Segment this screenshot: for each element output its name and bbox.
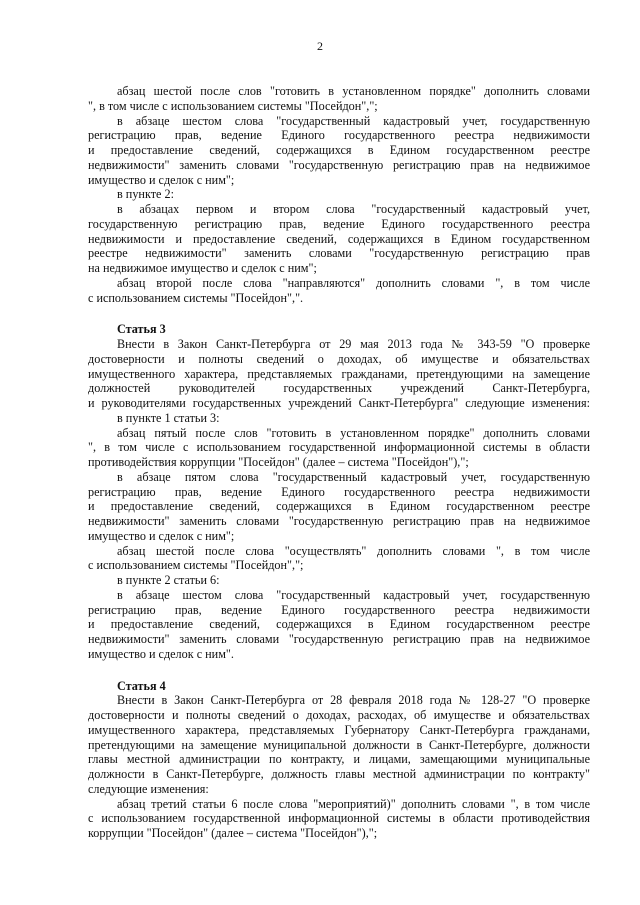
text-line: достоверности и полноты сведений о доходах, расходах, об имуществе и обязательствах [88, 708, 590, 722]
text-line: недвижимости и предоставление сведений, содержащихся в Едином государственном [88, 232, 590, 246]
text-line: Внести в Закон Санкт-Петербурга от 28 февраля 2018 года № 128-27 "О проверке [117, 693, 590, 707]
text-line: в пункте 2 статьи 6: [117, 573, 220, 587]
text-line: с использованием системы "Посейдон","; [88, 558, 304, 572]
text-line: в абзаце пятом слова "государственный кадастровый учет, государственную [117, 470, 590, 484]
text-line: государственную регистрацию прав, ведение Единого государственного реестра [88, 217, 590, 231]
text-line: имущество и сделок с ним"; [88, 529, 235, 543]
text-line: Внести в Закон Санкт-Петербурга от 29 мая 2013 года № 343-59 "О проверке [117, 337, 590, 351]
text-line: и предоставление сведений, содержащихся в Едином государственном реестре [88, 143, 590, 157]
text-line: недвижимости" заменить словами "государственную регистрацию прав на недвижимое [88, 158, 590, 172]
text-line: ", в том числе с использованием государственной информационной системы в области [88, 440, 590, 454]
text-line: в абзаце шестом слова "государственный кадастровый учет, государственную [117, 588, 590, 602]
text-line: претендующими на замещение муниципальной должности в Санкт-Петербурге, должности [88, 738, 590, 752]
text-line: абзац шестой после слов "готовить в установленном порядке" дополнить словами [117, 84, 590, 98]
text-line: абзац шестой после слова "осуществлять" дополнить словами ", в том числе [117, 544, 590, 558]
text-line: противодействия коррупции "Посейдон" (далее – система "Посейдон"),"; [88, 455, 469, 469]
text-line: в пункте 2: [117, 187, 174, 201]
text-line: с использованием системы "Посейдон",". [88, 291, 304, 305]
text-line: и предоставление сведений, содержащихся в Едином государственном реестре [88, 499, 590, 513]
text-line: регистрацию прав, ведение Единого государственного реестра недвижимости [88, 485, 590, 499]
text-line: абзац третий статьи 6 после слова "мероприятий)" дополнить словами ", в том числе [117, 797, 590, 811]
text-line: должности в Санкт-Петербурге, должность главы местной администрации по контракту" [88, 767, 590, 781]
text-line: реестре недвижимости" заменить словами "государственную регистрацию прав [88, 246, 590, 260]
text-line: регистрацию прав, ведение Единого государственного реестра недвижимости [88, 603, 590, 617]
text-line: имущество и сделок с ним"; [88, 173, 235, 187]
text-line: недвижимости" заменить словами "государственную регистрацию прав на недвижимое [88, 514, 590, 528]
text-line: ", в том числе с использованием системы "Посейдон","; [88, 99, 378, 113]
text-line: главы местной администрации по контракту, и лицами, замещающими муниципальные [88, 752, 590, 766]
article-heading: Статья 3 [117, 322, 166, 336]
text-line: должностей руководителей государственных учреждений Санкт-Петербурга, [88, 381, 590, 395]
text-line: в абзаце шестом слова "государственный кадастровый учет, государственную [117, 114, 590, 128]
text-line: и предоставление сведений, содержащихся в Едином государственном реестре [88, 617, 590, 631]
text-line: регистрацию прав, ведение Единого государственного реестра недвижимости [88, 128, 590, 142]
text-line: абзац второй после слова "направляются" дополнить словами ", в том числе [117, 276, 590, 290]
text-line: имущественного характера, представляемых гражданами, претендующими на замещение [88, 367, 590, 381]
text-line: абзац пятый после слов "готовить в установленном порядке" дополнить словами [117, 426, 590, 440]
text-line: в абзацах первом и втором слова "государственный кадастровый учет, [117, 202, 590, 216]
text-line: и руководителями государственных учреждений Санкт-Петербурга" следующие изменения: [88, 396, 590, 410]
text-line: недвижимости" заменить словами "государственную регистрацию прав на недвижимое [88, 632, 590, 646]
text-line: с использованием государственной информационной системы в области противодействия [88, 811, 590, 825]
article-heading: Статья 4 [117, 679, 166, 693]
text-line: достоверности и полноты сведений о доходах, об имуществе и обязательствах [88, 352, 590, 366]
text-line: имущественного характера, представляемых Губернатору Санкт-Петербурга гражданами, [88, 723, 590, 737]
text-line: следующие изменения: [88, 782, 209, 796]
page-number: 2 [317, 39, 323, 53]
text-line: имущество и сделок с ним". [88, 647, 234, 661]
text-line: на недвижимое имущество и сделок с ним"; [88, 261, 317, 275]
text-line: коррупции "Посейдон" (далее – система "Посейдон"),"; [88, 826, 378, 840]
text-line: в пункте 1 статьи 3: [117, 411, 220, 425]
